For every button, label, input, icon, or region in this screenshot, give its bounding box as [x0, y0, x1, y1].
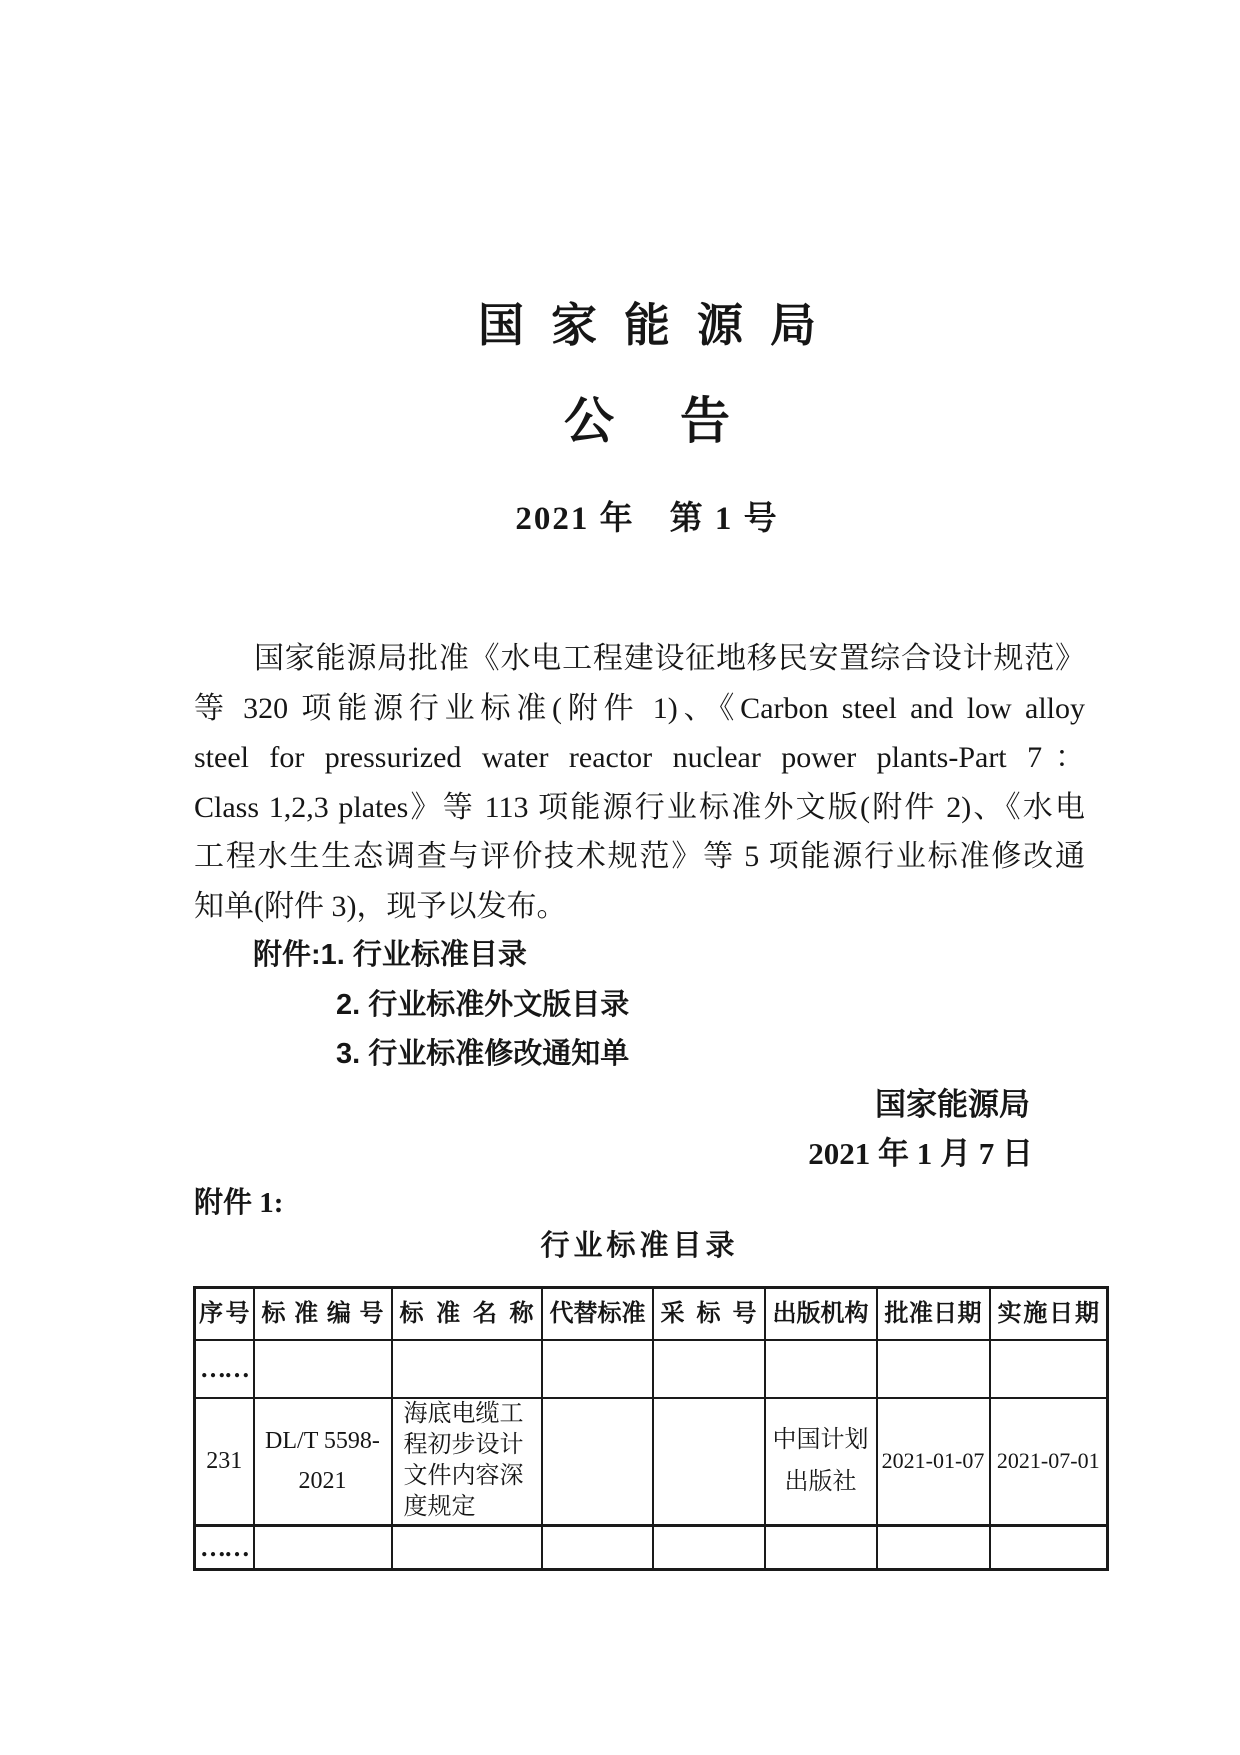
column-header-adopted: 采标号 — [653, 1288, 765, 1340]
body-line: Class 1,2,3 plates》等 113 项能源行业标准外文版(附件 2)、《水电 — [194, 790, 1085, 824]
table-row — [195, 1526, 1108, 1570]
signature-organization: 国家能源局 — [875, 1086, 1030, 1122]
announcement-title: 公告 — [564, 393, 796, 449]
body-line: 知单(附件 3)，现予以发布。 — [194, 889, 567, 923]
body-line: steel for pressurized water reactor nuclear power plants-Part 7： — [194, 741, 1085, 774]
signature-date: 2021 年 1 月 7 日 — [808, 1136, 1033, 1171]
table-header-row — [195, 1288, 1108, 1340]
appendix-label: 附件 1: — [194, 1186, 284, 1219]
standards-catalog-table — [193, 1286, 1109, 1571]
table-row — [195, 1398, 1108, 1526]
attachment-item-3: 3. 行业标准修改通知单 — [336, 1038, 630, 1070]
cell-standard-code: DL/T 5598-2021 — [254, 1398, 392, 1526]
column-header-replaces: 代替标准 — [542, 1288, 653, 1340]
attachment-item-1: 1. 行业标准目录 — [320, 939, 527, 971]
attachment-list-item — [194, 981, 1085, 1031]
cell-effective-date: 2021-07-01 — [990, 1398, 1108, 1526]
column-header-seq: 序号 — [195, 1288, 254, 1340]
cell-standard-name: 海底电缆工程初步设计文件内容深度规定 — [392, 1398, 542, 1526]
cell-publisher: 中国计划出版社 — [765, 1398, 877, 1526]
table-title: 行业标准目录 — [540, 1230, 739, 1262]
column-header-name: 标准名称 — [392, 1288, 542, 1340]
document-body — [194, 634, 1085, 1272]
column-header-publisher: 出版机构 — [765, 1288, 877, 1340]
issue-number: 2021 年 第 1 号 — [515, 501, 779, 537]
cell-seq: 231 — [195, 1398, 254, 1526]
cell-replaces — [542, 1398, 653, 1526]
column-header-effective-date: 实施日期 — [990, 1288, 1108, 1340]
attachment-item-2: 2. 行业标准外文版目录 — [336, 988, 630, 1021]
attachments-label: 附件: — [253, 939, 321, 971]
agency-name: 国家能源局 — [478, 299, 843, 351]
body-line: 等 320 项能源行业标准(附件 1)、《Carbon steel and low alloy — [194, 691, 1085, 725]
body-line: 国家能源局批准《水电工程建设征地移民安置综合设计规范》 — [254, 642, 1085, 675]
ellipsis-cell: …… — [195, 1526, 254, 1570]
body-line: 工程水生生态调查与评价技术规范》等 5 项能源行业标准修改通 — [194, 840, 1085, 873]
attachment-list-item — [194, 1030, 1085, 1080]
ellipsis-cell: …… — [195, 1340, 254, 1398]
column-header-code: 标准编号 — [254, 1288, 392, 1340]
cell-approval-date: 2021-01-07 — [877, 1398, 990, 1526]
cell-adopted — [653, 1398, 765, 1526]
table-row — [195, 1340, 1108, 1398]
column-header-approval-date: 批准日期 — [877, 1288, 990, 1340]
attachment-list-item — [194, 931, 1085, 981]
